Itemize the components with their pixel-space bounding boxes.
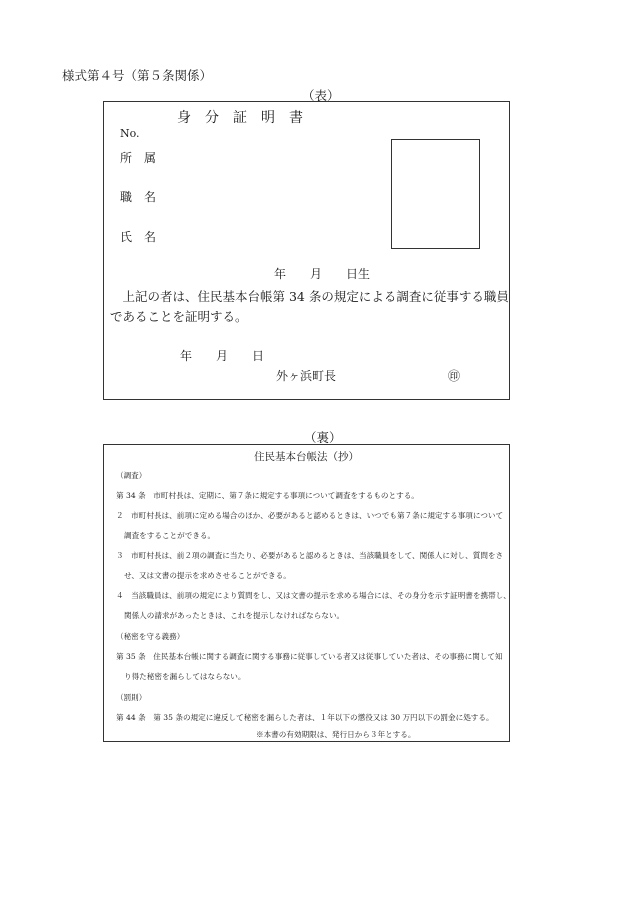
field-affiliation: 所 属 (120, 151, 157, 165)
photo-frame (391, 139, 480, 249)
field-job-title: 職 名 (120, 190, 157, 204)
article-line: 関係人の請求があったときは、これを提示しなければならない。 (124, 611, 345, 620)
certification-statement: 上記の者は、住民基本台帳第 34 条の規定による調査に従事する職員 であることを証明する。 (110, 289, 509, 324)
birth-date: 年 月 日生 (274, 267, 371, 281)
article-line: ２ 市町村長は、前項に定める場合のほか、必要があると認めるときは、いつでも第７条に規定する事項について (116, 511, 504, 520)
id-card-back (103, 444, 510, 742)
article-line: 第 44 条 第 35 条の規定に違反して秘密を漏らした者は、１年以下の懲役又は 30 万円以下の罰金に処する。 (116, 713, 494, 722)
law-excerpt (116, 465, 511, 728)
validity-note: ※本書の有効期限は、発行日から３年とする。 (256, 730, 416, 739)
law-title: 住民基本台帳法（抄） (254, 451, 359, 463)
article-line: ３ 市町村長は、前２項の調査に当たり、必要があると認めるときは、当該職員をして、関係人に対し、質問をさ (116, 551, 504, 560)
back-side-label: （裏） (304, 430, 342, 445)
article-line: 調査をすることができる。 (124, 531, 216, 540)
article-line: り得た秘密を漏らしてはならない。 (124, 672, 246, 681)
id-card-front (103, 101, 510, 400)
article-line: 第 34 条 市町村長は、定期に、第７条に規定する事項について調査をするものとする。 (116, 491, 419, 500)
front-side-label: （表） (302, 88, 340, 103)
seal-icon: ㊞ (448, 369, 461, 383)
article-heading: （罰則） (116, 693, 147, 702)
article-heading: （秘密を守る義務） (116, 632, 185, 641)
field-name: 氏 名 (120, 230, 157, 244)
form-number: 様式第４号（第５条関係） (62, 68, 213, 83)
card-number-label: No. (120, 127, 140, 140)
issue-date: 年 月 日 (180, 349, 265, 363)
article-line: ４ 当該職員は、前項の規定により質問をし、又は文書の提示を求める場合には、その身分を示す証明書を携帯し、 (116, 591, 511, 600)
article-heading: （調査） (116, 471, 147, 480)
article-line: 第 35 条 住民基本台帳に関する調査に関する事務に従事している者又は従事していた者は、その事務に関して知 (116, 652, 503, 661)
card-title: 身分証明書 (177, 110, 317, 126)
article-line: せ、又は文書の提示を求めさせることができる。 (124, 571, 291, 580)
issuer-title: 外ヶ浜町長 (276, 369, 337, 383)
